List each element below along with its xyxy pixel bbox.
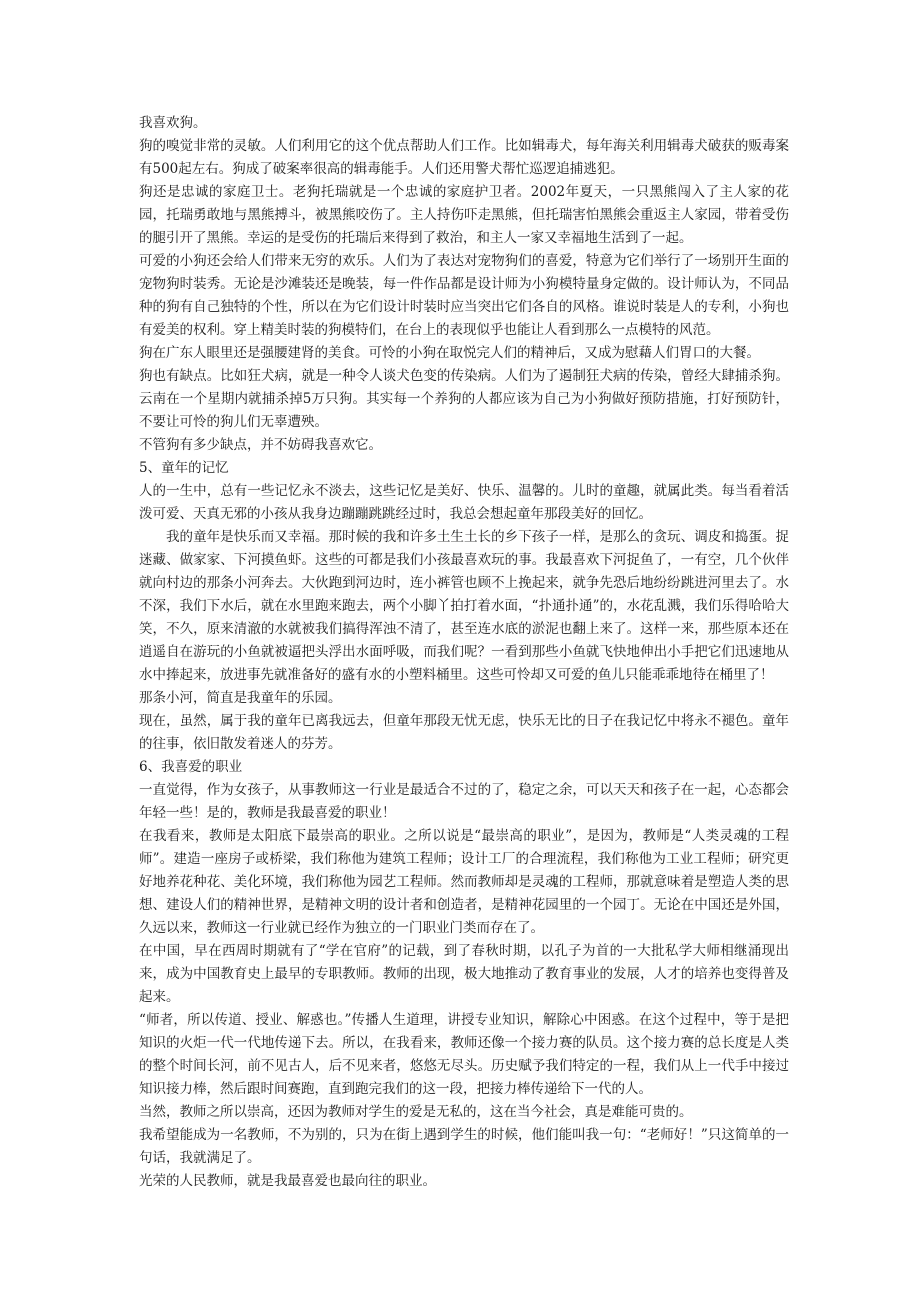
paragraph-career-love: 当然，教师之所以崇高，还因为教师对学生的爱是无私的，这在当今社会，真是难能可贵的。 [139, 1104, 693, 1120]
paragraph-childhood-memory: 现在，虽然，属于我的童年已离我远去，但童年那段无忧无虑，快乐无比的日子在我记忆中将永不褪色。童年的往事，依旧散发着迷人的芬芳。 [139, 713, 789, 752]
paragraph-dog-food: 狗在广东人眼里还是强腰建肾的美食。可怜的小狗在取悦完人们的精神后，又成为慰藉人们胃口的大餐。 [139, 345, 760, 361]
paragraph-dog-conclusion: 不管狗有多少缺点，并不妨碍我喜欢它。 [139, 437, 382, 453]
paragraph-dog-intro: 我喜欢狗。 [139, 115, 207, 131]
section-heading-childhood: 5、童年的记忆 [139, 460, 229, 476]
section-heading-career: 6、我喜爱的职业 [139, 759, 243, 775]
paragraph-dog-faults: 狗也有缺点。比如狂犬病，就是一种令人谈犬色变的传染病。人们为了遏制狂犬病的传染，曾经大肆捕杀狗。云南在一个星期内就捕杀掉5万只狗。其实每一个养狗的人都应该为自己为小狗做好预防措施，打好预防针，不要让可怜的狗儿们无辜遭殃。 [139, 368, 789, 430]
paragraph-career-conclusion: 光荣的人民教师，就是我最喜爱也最向往的职业。 [139, 1173, 436, 1189]
paragraph-career-engineer: 在我看来，教师是太阳底下最崇高的职业。之所以说是“最崇高的职业”，是因为，教师是“人类灵魂的工程师”。建造一座房子或桥梁，我们称他为建筑工程师；设计工厂的合理流程，我们称他为工业工程师；研究更好地养花种花、美化环境，我们称他为园艺工程师。然而教师却是灵魂的工程师，那就意味着是塑造人类的思想、建设人们的精神世界，是精神文明的设计者和创造者，是精神花园里的一个园丁。无论在中国还是外国，久远以来，教师这一行业就已经作为独立的一门职业门类而存在了。 [139, 828, 789, 936]
paragraph-childhood-paradise: 那条小河，简直是我童年的乐园。 [139, 690, 342, 706]
paragraph-career-history: 在中国，早在西周时期就有了“学在官府”的记载，到了春秋时期，以孔子为首的一大批私学大师相继涌现出来，成为中国教育史上最早的专职教师。教师的出现，极大地推动了教育事业的发展，人才的培养也变得普及起来。 [139, 943, 789, 1005]
paragraph-career-wish: 我希望能成为一名教师，不为别的，只为在街上遇到学生的时候，他们能叫我一句：“老师好！”只这简单的一句话，我就满足了。 [139, 1127, 789, 1166]
document-body [139, 112, 789, 1193]
paragraph-career-intro: 一直觉得，作为女孩子，从事教师这一行业是最适合不过的了，稳定之余，可以天天和孩子在一起，心态都会年轻一些！是的，教师是我最喜爱的职业！ [139, 782, 789, 821]
paragraph-dog-guard: 狗还是忠诚的家庭卫士。老狗托瑞就是一个忠诚的家庭护卫者。2002年夏天，一只黑熊闯入了主人家的花园，托瑞勇敢地与黑熊搏斗，被黑熊咬伤了。主人持伤吓走黑熊，但托瑞害怕黑熊会重返主人家园，带着受伤的腿引开了黑熊。幸运的是受伤的托瑞后来得到了救治，和主人一家又幸福地生活到了一起。 [139, 184, 789, 246]
paragraph-career-relay: “师者，所以传道、授业、解惑也。”传播人生道理，讲授专业知识，解除心中困惑。在这个过程中，等于是把知识的火炬一代一代地传递下去。所以，在我看来，教师还像一个接力赛的队员。这个接力赛的总长度是人类的整个时间长河，前不见古人，后不见来者，悠悠无尽头。历史赋予我们特定的一程，我们从上一代手中接过知识接力棒，然后跟时间赛跑，直到跑完我们的这一段，把接力棒传递给下一代的人。 [139, 1012, 789, 1097]
paragraph-childhood-river: 我的童年是快乐而又幸福。那时候的我和许多土生土长的乡下孩子一样，是那么的贪玩、调皮和捣蛋。捉迷藏、做家家、下河摸鱼虾。这些的可都是我们小孩最喜欢玩的事。我最喜欢下河捉鱼了，一有空，几个伙伴就向村边的那条小河奔去。大伙跑到河边时，连小裤管也顾不上挽起来，就争先恐后地纷纷跳进河里去了。水不深，我们下水后，就在水里跑来跑去，两个小脚丫拍打着水面，“扑通扑通”的，水花乱溅，我们乐得哈哈大笑，不久，原来清澈的水就被我们搞得浑浊不清了，甚至连水底的淤泥也翻上来了。这样一来，那些原本还在逍遥自在游玩的小鱼就被逼把头浮出水面呼吸，而我们呢？一看到那些小鱼就飞快地伸出小手把它们迅速地从水中捧起来，放进事先就准备好的盛有水的小塑料桶里。这些可怜却又可爱的鱼儿只能乖乖地待在桶里了！ [139, 529, 789, 683]
paragraph-dog-fashion: 可爱的小狗还会给人们带来无穷的欢乐。人们为了表达对宠物狗们的喜爱，特意为它们举行了一场别开生面的宠物狗时装秀。无论是沙滩装还是晚装，每一件作品都是设计师为小狗模特量身定做的。设计师认为，不同品种的狗有自己独特的个性，所以在为它们设计时装时应当突出它们各自的风格。谁说时装是人的专利，小狗也有爱美的权利。穿上精美时装的狗模特们，在台上的表现似乎也能让人看到那么一点模特的风范。 [139, 253, 789, 338]
paragraph-childhood-intro: 人的一生中，总有一些记忆永不淡去，这些记忆是美好、快乐、温馨的。儿时的童趣，就属此类。每当看着活泼可爱、天真无邪的小孩从我身边蹦蹦跳跳经过时，我总会想起童年那段美好的回忆。 [139, 483, 789, 522]
paragraph-dog-smell: 狗的嗅觉非常的灵敏。人们利用它的这个优点帮助人们工作。比如辑毒犬，每年海关利用辑毒犬破获的贩毒案有500起左右。狗成了破案率很高的辑毒能手。人们还用警犬帮忙巡逻追捕逃犯。 [139, 138, 789, 177]
